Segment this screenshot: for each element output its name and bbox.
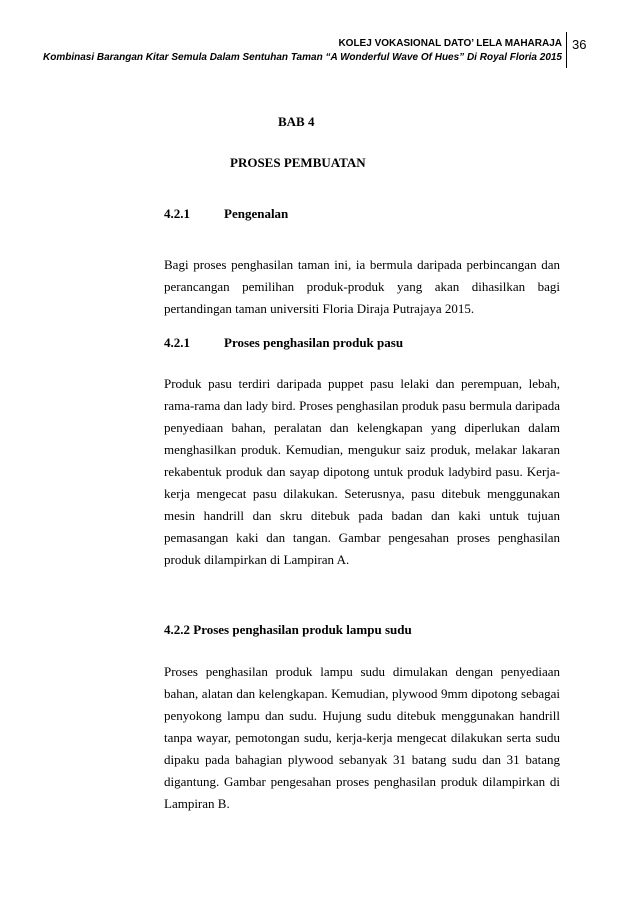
section-heading-pengenalan bbox=[164, 206, 288, 222]
header-project-title: Kombinasi Barangan Kitar Semula Dalam Sentuhan Taman “A Wonderful Wave Of Hues” Di Royal Floria 2015 bbox=[42, 52, 562, 63]
page-header bbox=[0, 0, 638, 80]
page-number: 36 bbox=[572, 37, 587, 52]
section-title: Proses penghasilan produk lampu sudu bbox=[193, 622, 412, 637]
section-body-lampu-sudu: Proses penghasilan produk lampu sudu dimulakan dengan penyediaan bahan, alatan dan kelengkapan. Kemudian, plywood 9mm dipotong sebagai penyokong lampu dan sudu. Hujung sudu ditebuk menggunakan handrill tanpa wayar, pemotongan sudu, kerja-kerja mengecat dilakukan serta sudu dipaku pada bahagian plywood sebanyak 31 batang sudu dan 31 batang digantung. Gambar pengesahan proses penghasilan produk dilampirkan di Lampiran B. bbox=[164, 664, 560, 811]
header-divider bbox=[566, 32, 567, 68]
chapter-title: PROSES PEMBUATAN bbox=[230, 155, 366, 170]
section-body-produk-pasu: Produk pasu terdiri daripada puppet pasu lelaki dan perempuan, lebah, rama-rama dan lady bird. Proses penghasilan produk pasu bermula daripada penyediaan bahan, peralatan dan kelengkapan yang diperlukan dalam menghasilkan produk. Kemudian, mengukur saiz produk, melakar lakaran rekabentuk produk dan sayap dipotong untuk produk ladybird pasu. Kerja-kerja mengecat pasu dilakukan. Seterusnya, pasu ditebuk menggunakan mesin handrill dan skru ditebuk pada badan dan kaki untuk tujuan pemasangan kaki dan tangan. Gambar pengesahan proses penghasilan produk dilampirkan di Lampiran A. bbox=[164, 376, 560, 567]
header-institution: KOLEJ VOKASIONAL DATO’ LELA MAHARAJA bbox=[338, 38, 562, 49]
section-title: Proses penghasilan produk pasu bbox=[224, 335, 404, 350]
section-title: Pengenalan bbox=[224, 206, 289, 221]
section-heading-produk-pasu bbox=[164, 335, 403, 351]
section-body-pengenalan: Bagi proses penghasilan taman ini, ia bermula daripada perbincangan dan perancangan pemilihan produk-produk yang akan dihasilkan bagi pertandingan taman universiti Floria Diraja Putrajaya 2015. bbox=[164, 257, 560, 316]
chapter-label: BAB 4 bbox=[278, 114, 315, 129]
section-heading-lampu-sudu bbox=[164, 622, 412, 638]
section-number: 4.2.2 bbox=[164, 622, 190, 637]
section-number: 4.2.1 bbox=[164, 206, 190, 221]
section-number: 4.2.1 bbox=[164, 335, 190, 350]
